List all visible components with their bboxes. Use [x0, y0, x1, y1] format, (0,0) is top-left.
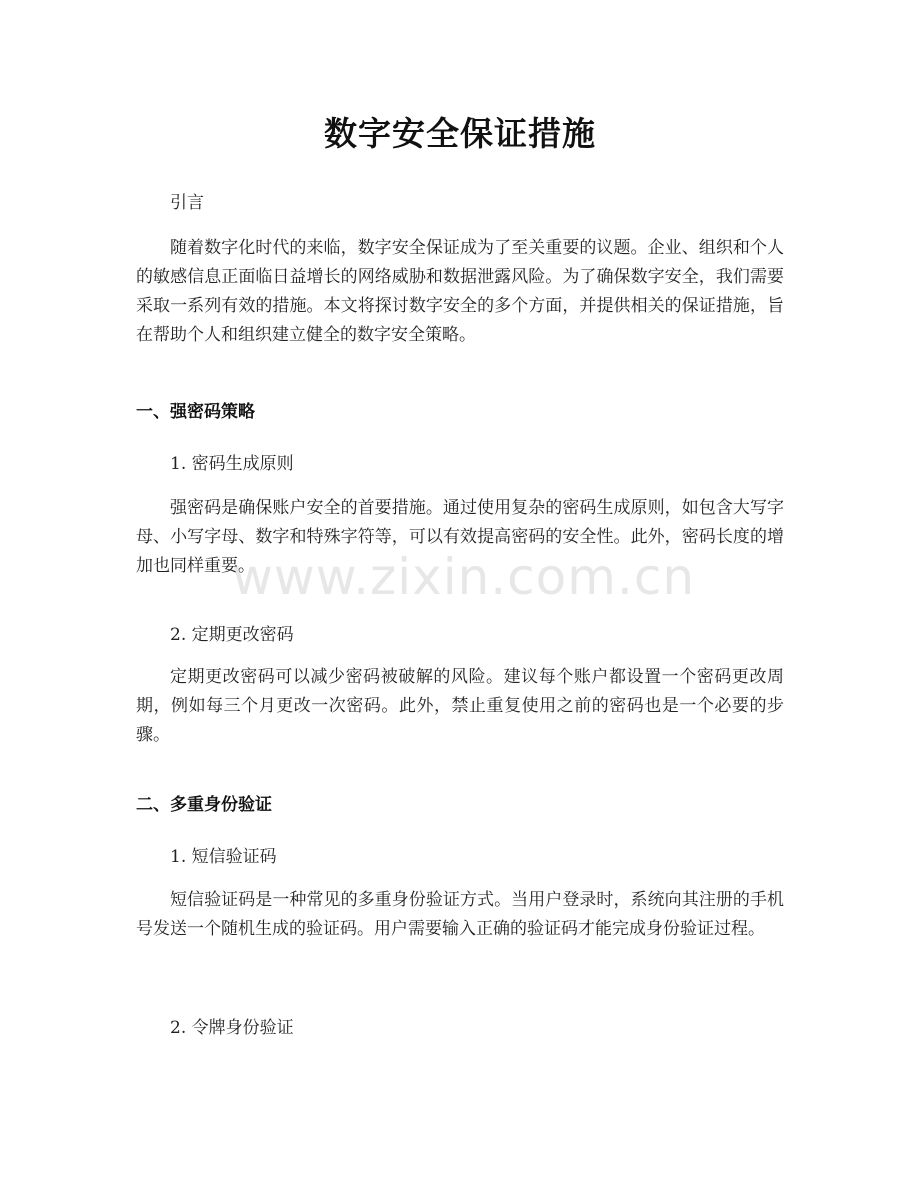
section-1-item-1-paragraph: 强密码是确保账户安全的首要措施。通过使用复杂的密码生成原则，如包含大写字母、小写字母、数字和特殊字符等，可以有效提高密码的安全性。此外，密码长度的增加也同样重要。 [136, 498, 784, 576]
intro-heading: 引言 [170, 193, 204, 213]
section-2-heading: 二、多重身份验证 [136, 795, 272, 815]
section-1-item-2-title: 2. 定期更改密码 [170, 625, 294, 645]
section-2-item-1-title: 1. 短信验证码 [170, 847, 277, 867]
page-title: 数字安全保证措施 [324, 114, 596, 153]
section-2-item-2-title: 2. 令牌身份验证 [170, 1018, 294, 1038]
section-1-heading: 一、强密码策略 [136, 402, 255, 422]
intro-paragraph: 随着数字化时代的来临，数字安全保证成为了至关重要的议题。企业、组织和个人的敏感信息正面临日益增长的网络威胁和数据泄露风险。为了确保数字安全，我们需要采取一系列有效的措施。本文将探讨数字安全的多个方面，并提供相关的保证措施，旨在帮助个人和组织建立健全的数字安全策略。 [136, 238, 784, 345]
watermark: www.zixin.com.cn [232, 548, 696, 606]
section-1-item-2-paragraph: 定期更改密码可以减少密码被破解的风险。建议每个账户都设置一个密码更改周期，例如每三个月更改一次密码。此外，禁止重复使用之前的密码也是一个必要的步骤。 [136, 667, 784, 745]
section-2-item-1-paragraph: 短信验证码是一种常见的多重身份验证方式。当用户登录时，系统向其注册的手机号发送一个随机生成的验证码。用户需要输入正确的验证码才能完成身份验证过程。 [136, 890, 784, 939]
section-1-item-1-title: 1. 密码生成原则 [170, 454, 294, 474]
